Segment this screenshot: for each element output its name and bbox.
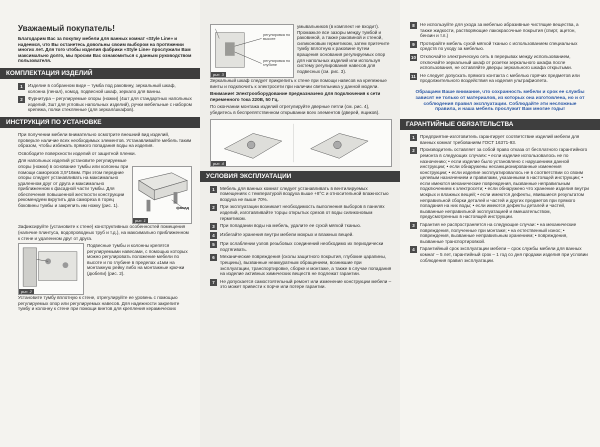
item-number: 2: [18, 96, 25, 103]
figure-4: [210, 119, 392, 167]
item-number: 5: [210, 241, 217, 248]
item-number: 3: [410, 222, 417, 229]
item-text: Гарантийный срок эксплуатации мебели – срок службы мебели для ванных комнат – 5 лет, гарантийный срок – 1 год со дня продажи изделия при условии соблюдения правил эксплуатации.: [420, 246, 588, 263]
list-item: [210, 223, 392, 230]
list-item: [210, 279, 392, 290]
column-left: [0, 0, 200, 447]
section-header-usage: УСЛОВИЯ ЭКСПЛУАТАЦИИ: [200, 171, 400, 182]
electrical-warning: Внимание! Электрооборудование предназначено для подключения к сети переменного тока 220В, 50 Гц.: [210, 91, 381, 102]
greeting-title: Уважаемый покупатель!: [18, 24, 115, 33]
figure-3-text: умывальников (в комплект не входит). Промажьте все зазоры между тумбой и раковиной, а также раковиной и стеной, силиконовым герметиком, затем притечите тумбу вплотную к раковине путем вращения основания регулируемых опор для напольных изделий или используя систему регулирования навесов для подвесных (см. рис. 3).: [297, 24, 390, 74]
list-item: [18, 83, 192, 94]
leg-mount-illustration: [133, 167, 191, 223]
list-item: [410, 134, 590, 145]
list-item: [210, 204, 392, 221]
figure-label: рис. 1: [135, 218, 146, 224]
item-number: 9: [410, 41, 417, 48]
list-item: [410, 222, 590, 244]
item-text: Избегайте хранения внутри мебели мокрых и влажных вещей.: [220, 232, 354, 238]
item-text: Мебель для ванных комнат следует устанавливать в вентилируемых помещениях с температурой воздуха выше +8°С и относительной влажностью воздуха не выше 70%.: [220, 185, 389, 202]
item-number: 3: [210, 223, 217, 230]
list-item: [410, 22, 590, 39]
figure-3: [210, 24, 294, 78]
item-number: 10: [411, 54, 416, 60]
list-item: [210, 241, 392, 252]
list-item: [410, 73, 590, 84]
item-number: 6: [210, 254, 217, 261]
install-paragraph: Для напольных изделий установите регулируемые опоры (ножки) в основание тумбы или колонны при помощи саморезов 3,5*16мм. При этом передние опоры следует устанавливать на максимально удаленном друг от друга и максимально приближенном к фасадной части тумбы. Для обеспечения повышенной жесткости конструкции рекомендуем вкрутить два самореза в торец боковины тумбы и закрепить им ножку (рис. 1).: [18, 158, 129, 209]
item-number: 4: [210, 232, 217, 239]
item-text: При попадании воды на мебель, удалите ее сухой мягкой тканью.: [220, 223, 362, 229]
item-number: 2: [410, 147, 417, 154]
item-text: Предприятие-изготовитель гарантирует соответствие изделий мебели для ванных комнат требованиям ГОСТ 16371-93.: [420, 134, 580, 145]
install-paragraph: При получении мебели внимательно осмотрите внешний вид изделий, проверьте наличие всех необходимых элементов. Устанавливайте мебель таким образом, чтобы избежать прямого попадания воды на изделия.: [18, 131, 192, 149]
item-number: 1: [18, 83, 25, 90]
figure-label: рис. 2: [21, 289, 32, 295]
figure-caption-height: регулировка по высоте: [263, 33, 291, 42]
item-text: При эксплуатации возникает необходимость выполнения выборов в панелях изделий, изготавливайте торцы открытых срезов от воды силиконовым герметиком.: [220, 204, 385, 221]
item-text: Не следует допускать прямого контакта с мебелью горячих предметов или продолжительного воздействия на изделия ультрафиолета.: [420, 72, 580, 84]
notice-text: Обращаем Ваше внимание, что сохранность мебели и срок ее службы зависят не только от материалов, из которых она изготовлена, но и от соблюдения правил эксплуатации. Соблюдайте эти несложные правила, и наша мебель прослужит Вам многие годы!: [415, 89, 585, 113]
install-paragraph: Установите тумбу вплотную к стене, отрегулируйте ее уровень с помощью регулируемых опор или регулируемых навесов. Для надежности закрепите тумбу и колонну к стене при помощи винтов для крепления керамических: [18, 295, 180, 312]
list-item: [210, 186, 392, 203]
list-item: [410, 147, 590, 220]
item-text: Фурнитура – регулируемые опоры (ножки) (4шт для стандартных напольных изделий, 3шт для угловых напольных изделий), ручки мебельные с набором крепежа, полки стеклянные (для зеркал/шкафов).: [28, 96, 192, 113]
list-item: [410, 41, 590, 52]
item-text: Механические повреждения (сколы защитного покрытия, глубокие царапины, трещины), вызванные неаккуратным обращением, возникшие при эксплуатации, транспортировке, сборке и монтаже, а также в случае попадания на изделие активных химических веществ не подлежат гарантии.: [220, 254, 392, 277]
item-text: Гарантия не распространяется на следующие случаи: • на механические повреждения, полученные при монтаже; • на естественный износ; • повреждения, вызванные неправильным хранением; • повреждения, вызванные транспортировкой.: [420, 222, 577, 244]
list-item: [18, 96, 192, 113]
item-text: Изделие в собранном виде – тумба под раковину, зеркальный шкаф, колонна (пенал), комод, подвесной шкаф, зеркало для ванны.: [28, 82, 176, 94]
item-number: 8: [410, 22, 417, 29]
install-paragraph: Зафиксируйте (установите к стене) конструктивных особенностей помещения (наличие плинтуса, водопроводных труб и т.д.), на максимально приближенном к стене и удаленном друг от друга.: [18, 224, 189, 241]
column-right: [400, 0, 600, 447]
item-number: 2: [210, 204, 217, 211]
figure-2-text: Подвесные тумбы и колонны крепятся регулируемыми навесами, с помощью которых можно регулировать положение мебели по высоте и по глубине в пределах ±1мм на монтажную рейку либо на монтажные крючки (дюбели) (рис. 2).: [87, 243, 188, 277]
list-item: [410, 246, 590, 263]
install-paragraph: Освободите поверхности изделий от защитной пленки.: [18, 150, 136, 156]
item-number: 7: [210, 279, 217, 286]
figure-label: рис. 4: [213, 160, 224, 166]
section-header-kit: КОМПЛЕКТАЦИЯ ИЗДЕЛИЙ: [0, 68, 200, 79]
figure-caption-depth: регулировка по глубине: [263, 59, 291, 68]
item-number: 1: [410, 134, 417, 141]
figure-label: рис. 3: [213, 72, 224, 77]
item-text: Не используйте для ухода за мебелью абразивные чистящие вещества, а также жидкости, растворяющие лакокрасочные покрытия (спирт, ацетон, бензин и т.п.): [420, 22, 579, 39]
item-text: Производитель оставляет за собой право отказа от бесплатного гарантийного ремонта в следующих случаях: • если изделие использовалось не по назначению; • если изделие было установлено с нарушением данной инструкции; • если обнаружены несанкционированные изменения конструкции; • если изделие эксплуатировалось не в соответствии со своим целевым назначением и правилами, указанными в настоящей инструкции; • если имеются механические повреждения, вызванные неправильным подключением к электросети; • если обнаружено что хранение изделия внутри мокрых и влажных вещей; • если имеются дефекты, явившиеся результатом неправильной сборки деталей и частей и других предметов при прямого попадания на них воды; • если имеются дефекты деталей и частей, вызванные неправильной эксплуатацией и вмешательством, предусмотренных в настоящей инструкции.: [420, 147, 589, 220]
section-header-install: ИНСТРУКЦИЯ ПО УСТАНОВКЕ: [0, 117, 200, 128]
section-header-warranty: ГАРАНТИЙНЫЕ ОБЯЗАТЕЛЬСТВА: [400, 119, 600, 130]
figure-2: [18, 243, 84, 295]
column-middle: [200, 0, 400, 447]
list-item: [210, 254, 392, 276]
hinge-adjust-text: По окончании монтажа изделий отрегулируйте дверные петли (см. рис. 4), убедитесь в беспрепятственном открывании всех элементов (дверей, ящиков).: [210, 104, 380, 115]
figure-tag: фасад: [176, 205, 189, 211]
item-number: 1: [210, 186, 217, 193]
mirror-cabinet-text: Зеркальный шкаф следует прикрепить к стене при помощи навесов на крепежные винты и подключить к электросети при наличии светильника у данной модели.: [210, 78, 387, 89]
item-number: 11: [411, 73, 416, 79]
item-text: Не допускается самостоятельный ремонт или изменение конструкции мебели – это может привести к порче или потере гарантии.: [220, 278, 392, 290]
list-item: [210, 232, 392, 239]
item-text: Отключайте электрическую сеть в перерывах между использованием, отключайте зеркальный шкаф от розетки зеркального шкафа после использования, не оставляйте дверцы зеркального шкафа открытыми.: [420, 53, 572, 71]
item-text: Протирайте мебель сухой мягкой тканью с использованием специальных средств по уходу за мебелью.: [420, 40, 578, 52]
item-number: 4: [410, 246, 417, 253]
list-item: [410, 54, 590, 71]
item-text: При ослаблении узлов резьбовых соединений необходимо их периодически подтягивать.: [220, 241, 384, 252]
wall-hanger-illustration: [19, 244, 83, 294]
figure-1: [132, 166, 192, 224]
intro-text: Благодарим Вас за покупку мебели для ванных комнат «Style Line» и надеемся, что Вы останетесь довольны своим выбором на протяжении многих лет. Для того чтобы изделия фабрики «Style Line» прослужили Вам максимально долго, мы просим Вас ознакомиться с данным руководством пользователя.: [18, 36, 192, 64]
hinge-adjust-illustration: [211, 120, 391, 166]
